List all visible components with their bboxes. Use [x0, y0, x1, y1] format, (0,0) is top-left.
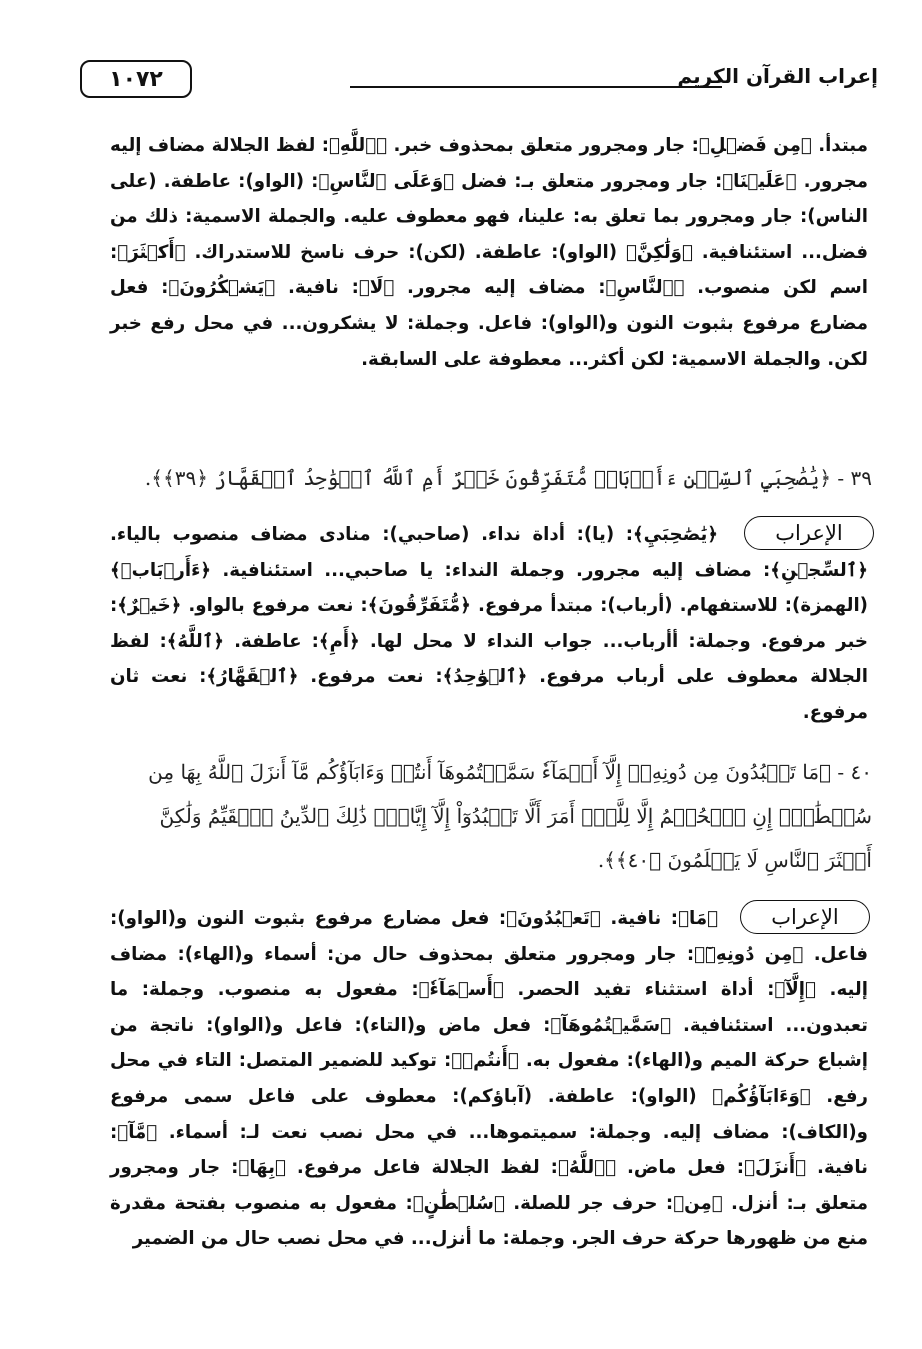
irab-39-paragraph: ﴿يَٰصَٰحِبَيِ﴾: (يا): أداة نداء. (صاحبي): منادى مضاف منصوب بالياء. ﴿ٱلسِّجۡنِ﴾: مضاف إليه مجرور. وجملة النداء: يا صاحبي... استئنافية. ﴿ءَأَرۡبَابٞ﴾ (الهمزة): للاستفهام. (أرباب): مبتدأ مرفوع. ﴿مُّتَفَرِّقُونَ﴾: نعت مرفوع بالواو. ﴿خَيۡرٌ﴾: خبر مرفوع. وجملة: أأرباب... جواب النداء لا محل لها. ﴿أَمِ﴾: عاطفة. ﴿ٱللَّهُ﴾: لفظ الجلالة معطوف على أرباب مرفوع. ﴿ٱلۡوَٰحِدُ﴾: نعت مرفوع. ﴿ٱلۡقَهَّارُ﴾: نعت ثان مرفوع. — [110, 524, 868, 723]
irab-continuation-paragraph: مبتدأ. ﴿مِن فَضۡلِ﴾: جار ومجرور متعلق بمحذوف خبر. ﴿ٱللَّهِ﴾: لفظ الجلالة مضاف إليه مجرور. ﴿عَلَيۡنَا﴾: جار ومجرور متعلق بـ: فضل ﴿وَعَلَى ٱلنَّاسِ﴾: (الواو): عاطفة. (على الناس): جار ومجرور بما تعلق به: علينا، فهو معطوف عليه. والجملة الاسمية: ذلك من فضل... استئنافية. ﴿وَلَٰكِنَّ﴾ (الواو): عاطفة. (لكن): حرف ناسخ للاستدراك. ﴿أَكۡثَرَ﴾: اسم لكن منصوب. ﴿ٱلنَّاسِ﴾: مضاف إليه مجرور. ﴿لَا﴾: نافية. ﴿يَشۡكُرُونَ﴾: فعل مضارع مرفوع بثبوت النون و(الواو): فاعل. وجملة: لا يشكرون... في محل رفع خبر لكن. والجملة الاسمية: لكن أكثر... معطوفة على السابقة. — [110, 135, 868, 370]
verse-40: ٤٠ - ﴿مَا تَعۡبُدُونَ مِن دُونِهِۦٓ إِلَّآ أَسۡمَآءٗ سَمَّيۡتُمُوهَآ أَنتُمۡ وَءَابَآؤُكُم مَّآ أَنزَلَ ٱللَّهُ بِهَا مِن سُلۡطَٰنٍۚ إِنِ ٱلۡحُكۡمُ إِلَّا لِلَّهِۚ أَمَرَ أَلَّا تَعۡبُدُوٓاْ إِلَّآ إِيَّاهُۚ ذَٰلِكَ ٱلدِّينُ ٱلۡقَيِّمُ وَلَٰكِنَّ أَكۡثَرَ ٱلنَّاسِ لَا يَعۡلَمُونَ ﴿٤٠﴾﴾. — [148, 760, 872, 872]
page-number: ١٠٧٢ — [80, 60, 192, 98]
header-rule — [350, 86, 722, 88]
verse-39: ٣٩ - ﴿يَٰصَٰحِبَيِ ٱلسِّجۡنِ ءَأَرۡبَابٞ مُّتَفَرِّقُونَ خَيۡرٌ أَمِ ٱللَّهُ ٱلۡوَٰحِدُ ٱلۡقَهَّارُ ﴿٣٩﴾﴾. — [144, 466, 872, 490]
running-title: إعراب القرآن الكريم — [677, 64, 878, 88]
irab-40-paragraph: ﴿مَا﴾: نافية. ﴿تَعۡبُدُونَ﴾: فعل مضارع مرفوع بثبوت النون و(الواو): فاعل. ﴿مِن دُونِهِۦٓ﴾: جار ومجرور متعلق بمحذوف حال من: أسماء و(الهاء): مضاف إليه. ﴿إِلَّآ﴾: أداة استثناء تفيد الحصر. ﴿أَسۡمَآءٗ﴾: مفعول به منصوب. وجملة: ما تعبدون... استئنافية. ﴿سَمَّيۡتُمُوهَآ﴾: فعل ماض و(التاء): فاعل و(الواو): ناتجة من إشباع حركة الميم و(الهاء): مفعول به. ﴿أَنتُمۡ﴾: توكيد للضمير المتصل: التاء في محل رفع. ﴿وَءَابَآؤُكُم﴾ (الواو): عاطفة. (آباؤكم): معطوف على فاعل سمى مرفوع و(الكاف): مضاف إليه. وجملة: سميتموها... في محل نصب نعت لـ: أسماء. ﴿مَّآ﴾: نافية. ﴿أَنزَلَ﴾: فعل ماض. ﴿ٱللَّهُ﴾: لفظ الجلالة فاعل مرفوع. ﴿بِهَا﴾: جار ومجرور متعلق بـ: أنزل. ﴿مِن﴾: حرف جر للصلة. ﴿سُلۡطَٰنٍ﴾: مفعول به منصوب بفتحة مقدرة منع من ظهورها حركة حرف الجر. وجملة: ما أنزل... في محل نصب حال من الضمير — [110, 908, 868, 1250]
page-header — [80, 56, 878, 100]
irab-label-39: الإعراب — [744, 516, 874, 550]
irab-label-40: الإعراب — [740, 900, 870, 934]
